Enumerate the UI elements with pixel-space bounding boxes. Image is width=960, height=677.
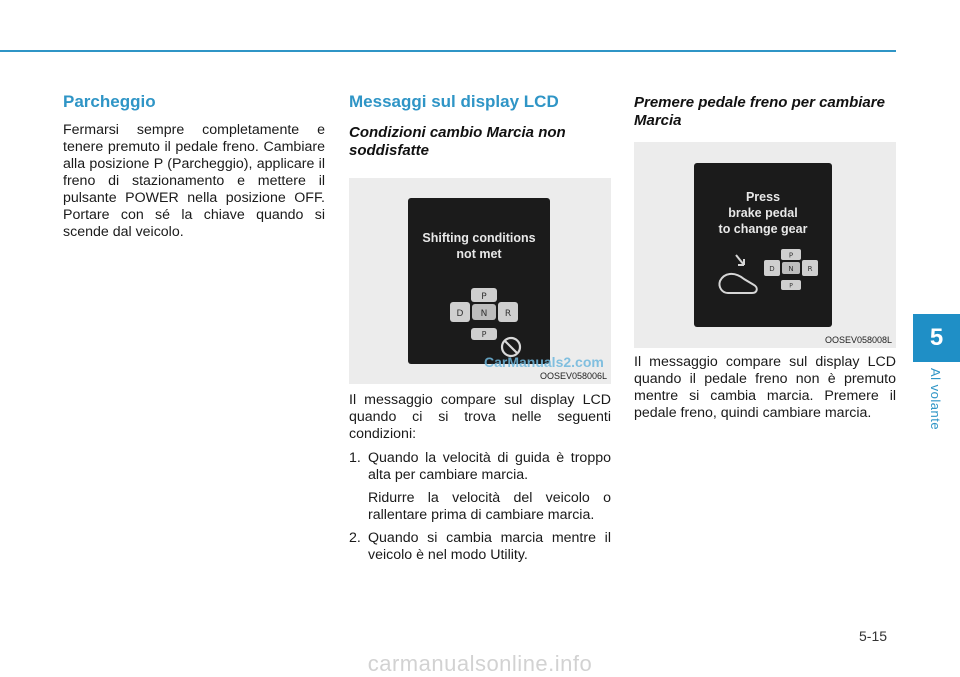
list-item-text: Quando la velocità di guida è troppo alta per cambiare marcia.: [368, 450, 611, 483]
list-item-number: 1.: [349, 450, 361, 466]
parking-paragraph: Fermarsi sempre completamente e tenere premuto il pedale freno. Cambiare alla posizione P (Parcheggio), applicare il freno di stazionamento e mettere il pulsante POWER nella posizione OFF. Portare con sé la chiave quando si scende dal veicolo.: [63, 122, 325, 240]
gear-selector-icon: [760, 247, 822, 295]
svg-text:N: N: [788, 265, 794, 273]
svg-text:P: P: [788, 251, 794, 260]
gear-r-label: R: [504, 309, 512, 319]
lcd-message-text: Press brake pedal to change gear: [718, 190, 808, 236]
figure-code: OOSEV058008L: [824, 335, 892, 345]
figure-press-brake: [634, 142, 896, 348]
footer-watermark: carmanualsonline.info: [367, 651, 593, 676]
figure-shift-conditions: [349, 178, 611, 384]
list-item-text: Quando si cambia marcia mentre il veicolo è nel modo Utility.: [368, 530, 611, 563]
conditions-list: [349, 450, 611, 564]
list-item: [349, 530, 611, 564]
list-item: [349, 450, 611, 524]
lcd-message-text: Shifting conditions not met: [422, 231, 536, 261]
lcd-intro-paragraph: Il messaggio compare sul display LCD quando ci si trova nelle seguenti condizioni:: [349, 392, 611, 442]
gear-p-label: P: [481, 292, 487, 302]
chapter-label: Al volante: [928, 368, 943, 431]
gear-d-label: D: [456, 309, 464, 319]
section-heading-lcd: Messaggi sul display LCD: [349, 92, 559, 111]
section-heading-parcheggio: Parcheggio: [63, 92, 156, 111]
svg-text:R: R: [807, 265, 813, 273]
header-rule: [0, 50, 896, 52]
svg-text:P: P: [481, 330, 487, 339]
list-item-number: 2.: [349, 530, 361, 546]
lcd-screen: [408, 198, 550, 364]
gear-n-label: N: [480, 309, 488, 319]
site-watermark: CarManuals2.com: [484, 354, 604, 370]
page-number: 5-15: [859, 628, 888, 644]
list-item-subtext: Ridurre la velocità del veicolo o rallentare prima di cambiare marcia.: [368, 490, 611, 523]
svg-text:P: P: [789, 282, 793, 290]
brake-message-paragraph: Il messaggio compare sul display LCD quando il pedale freno non è premuto mentre si cambia marcia. Premere il pedale freno, quindi cambiare marcia.: [634, 354, 896, 421]
chapter-number: 5: [929, 324, 944, 351]
brake-pedal-icon: [714, 251, 766, 297]
lcd-screen: [694, 163, 832, 327]
column-lcd-messages: [349, 92, 611, 570]
subheading-shift-conditions: Condizioni cambio Marcia non soddisfatte: [349, 124, 566, 159]
figure-code: OOSEV058006L: [539, 371, 607, 381]
svg-text:D: D: [769, 265, 775, 273]
chapter-tab: [913, 314, 960, 362]
column-parking: [63, 92, 325, 241]
subheading-press-brake: Premere pedale freno per cambiare Marcia: [634, 94, 885, 129]
column-brake-message: [634, 94, 896, 422]
